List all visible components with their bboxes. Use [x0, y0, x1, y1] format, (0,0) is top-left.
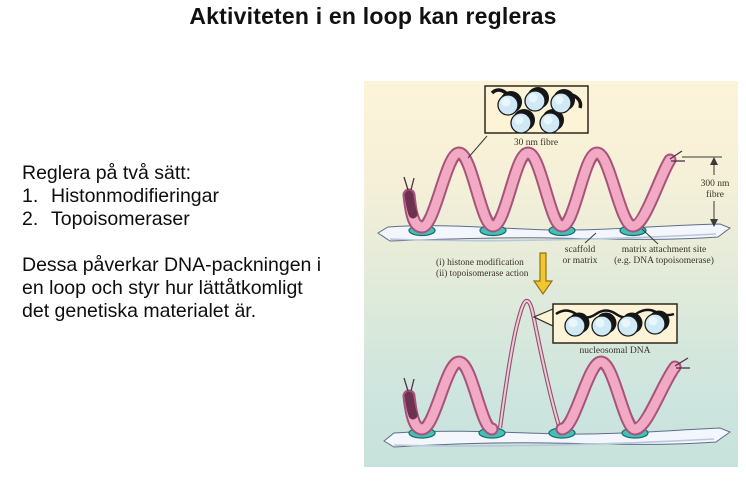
label-action-line1: (i) histone modification: [436, 258, 524, 268]
dimension-arrow-up: [710, 157, 718, 165]
fibre-end-whiskers-top-left: [404, 177, 414, 190]
label-scaffold-line1: scaffold: [564, 245, 596, 255]
intro-line: Reglera på två sätt:: [22, 162, 192, 184]
label-action-line2: (ii) topoisomerase action: [436, 269, 529, 279]
label-matrix-line1: matrix attachment site: [621, 245, 707, 255]
slide-title: Aktiviteten i en loop kan regleras: [189, 3, 557, 29]
label-300nm-line1: 300 nm: [700, 179, 730, 189]
paragraph-line-2: en loop och styr hur lättåtkomligt: [22, 277, 303, 299]
paragraph-line-1: Dessa påverkar DNA-packningen i: [22, 254, 322, 276]
paragraph-line-3: det genetiska materialet är.: [22, 300, 257, 322]
inset-nucleosomal-dna: [553, 304, 677, 356]
fibre-300nm-bottom-left: [404, 362, 492, 429]
slide-body-text: [22, 162, 357, 323]
list-item-1-label: Histonmodifieringar: [51, 185, 219, 207]
paragraph: [22, 254, 357, 323]
chromatin-loop-diagram: [364, 81, 738, 467]
fibre-dark-tip-top: [409, 195, 413, 214]
inset-30nm-fibre: [485, 86, 588, 148]
label-30nm-fibre: 30 nm fibre: [513, 138, 559, 148]
chromatin-loop-figure: [364, 81, 738, 467]
inset-30nm-leader-line: [468, 136, 487, 158]
fibre-end-whiskers-bottom-left: [404, 378, 414, 391]
label-nucleosomal-dna: nucleosomal DNA: [579, 346, 651, 356]
list-item-2: [22, 208, 357, 231]
down-arrow: [534, 253, 552, 294]
fibre-300nm-top: [404, 151, 685, 227]
list-item-1: [22, 185, 357, 208]
label-300nm-line2: fibre: [706, 190, 724, 200]
list-item-2-label: Topoisomeraser: [51, 208, 190, 230]
label-matrix-line2: (e.g. DNA topoisomerase): [614, 256, 714, 266]
fibre-dark-tip-bottom: [409, 396, 413, 415]
list-item-2-number: 2.: [22, 208, 39, 230]
list-item-1-number: 1.: [22, 185, 39, 207]
label-scaffold-line2: or matrix: [562, 256, 598, 266]
fibre-300nm-bottom-right: [562, 358, 690, 429]
